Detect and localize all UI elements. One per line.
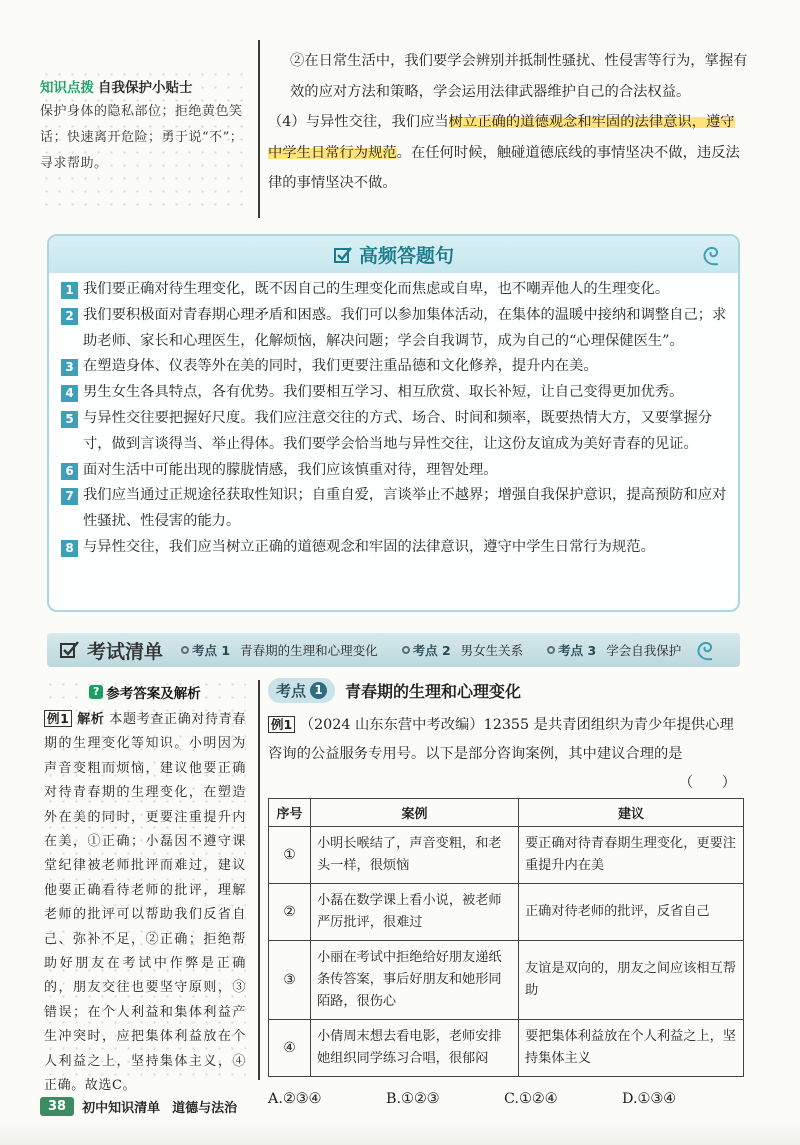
exam-point-number: 1 [310, 682, 327, 699]
item-number-badge: 1 [61, 282, 78, 299]
book-title: 初中知识清单 [82, 1100, 161, 1116]
paragraph-4-prefix: （4）与异性交往，我们应当 [268, 114, 449, 130]
answer-options [268, 1091, 744, 1107]
question-column [268, 678, 744, 1107]
answer-title: 参考答案及解析 [106, 686, 201, 702]
swirl-icon [692, 633, 718, 663]
item-number-badge: 7 [61, 488, 78, 505]
question-stem [268, 711, 744, 791]
item-number-badge: 3 [61, 359, 78, 376]
advice-cell: 友谊是双向的，朋友之间应该相互帮助 [519, 941, 744, 1020]
divider-line [258, 680, 260, 1080]
table-row [269, 827, 744, 884]
high-frequency-item [61, 458, 728, 484]
item-text: 我们要正确对待生理变化，既不因自己的生理变化而焦虑或自卑，也不嘲弄他人的生理变化。 [83, 281, 670, 297]
case-cell: 小磊在数学课上看小说，被老师严厉批评，很难过 [311, 884, 519, 941]
knowledge-tip-box [40, 68, 250, 216]
high-frequency-item [61, 303, 728, 355]
high-frequency-item [61, 483, 728, 535]
exam-point-1 [181, 641, 378, 659]
item-text: 与异性交往，我们应当树立正确的道德观念和牢固的法律意识，遵守中学生日常行为规范。 [83, 538, 655, 555]
exam-checklist-banner [47, 633, 740, 667]
advice-cell: 正确对待老师的批评，反省自己 [519, 884, 744, 941]
paragraph-4 [268, 107, 748, 199]
answer-blank: （ ） [678, 775, 736, 791]
exam-point-label: 考点 3 [558, 643, 597, 658]
exam-point-name: 男女生关系 [460, 643, 524, 658]
table-row [269, 1020, 744, 1077]
paragraph-2: ②在日常生活中，我们要学会辨别并抵制性骚扰、性侵害等行为，掌握有效的应对方法和策略，学会运用法律武器维护自己的合法权益。 [290, 53, 748, 100]
high-frequency-list [49, 273, 738, 561]
item-text: 我们要积极面对青春期心理矛盾和困惑。我们可以参加集体活动，在集体的温暖中接纳和调整自己；求助老师、家长和心理医生，化解烦恼，解决问题；学会自我调节，成为自己的“心理保健医生”。 [83, 306, 727, 349]
item-number-badge: 4 [61, 385, 78, 402]
row-number: ② [269, 884, 311, 941]
checkbox-icon [333, 245, 353, 265]
option-b[interactable]: B.①②③ [386, 1091, 440, 1107]
question-icon: ? [89, 685, 103, 699]
item-text: 面对生活中可能出现的朦胧情感，我们应该慎重对待，理智处理。 [83, 461, 498, 478]
high-frequency-item [61, 380, 728, 406]
circle-bullet-icon [402, 646, 410, 654]
footer-bar [0, 1118, 800, 1145]
row-number: ① [269, 827, 311, 884]
item-text: 男生女生各具特点，各有优势。我们要相互学习、相互欣赏、取长补短，让自己变得更加优秀。 [83, 384, 684, 401]
high-frequency-title-text: 高频答题句 [358, 245, 454, 267]
exam-point-tag [268, 678, 335, 703]
page-number: 38 [40, 1097, 74, 1116]
high-frequency-item [61, 354, 728, 380]
divider-line [258, 40, 260, 218]
exam-point-title: 青春期的生理和心理变化 [345, 682, 522, 701]
row-number: ③ [269, 941, 311, 1020]
analysis-label: 解析 [77, 712, 105, 727]
table-header-cell: 序号 [269, 799, 311, 827]
exam-point-3 [547, 641, 681, 659]
question-text: （2024 山东东营中考改编）12355 是共青团组织为青少年提供心理咨询的公益服务专用号。以下是部分咨询案例，其中建议合理的是 [268, 717, 734, 762]
swirl-icon [698, 242, 724, 268]
high-frequency-title [333, 241, 454, 268]
case-cell: 小明长喉结了，声音变粗，和老头一样，很烦恼 [311, 827, 519, 884]
circle-bullet-icon [181, 646, 189, 654]
row-number: ④ [269, 1020, 311, 1077]
high-frequency-item [61, 535, 728, 561]
exam-point-name: 学会自我保护 [606, 643, 682, 658]
item-number-badge: 8 [61, 540, 78, 557]
exam-point-label: 考点 2 [412, 643, 451, 658]
tip-header [40, 76, 250, 96]
tip-body: 保护身体的隐私部位；拒绝黄色笑话；快速离开危险；勇于说“不”；寻求帮助。 [40, 104, 244, 171]
table-row [269, 884, 744, 941]
case-cell: 小丽在考试中拒绝给好朋友递纸条传答案，事后好朋友和她形同陌路，很伤心 [311, 941, 519, 1020]
exam-title [59, 637, 163, 664]
option-d[interactable]: D.①③④ [622, 1091, 676, 1107]
example-tag: 例1 [268, 716, 295, 733]
exam-point-heading [268, 678, 744, 703]
subject-title: 道德与法治 [172, 1100, 238, 1116]
table-header-row [269, 799, 744, 827]
item-text: 我们应当通过正规途径获取性知识；自重自爱，言谈举止不越界；增强自我保护意识，提高预防和应对性骚扰、性侵害的能力。 [83, 487, 727, 530]
highlighted-text: 树立正确的道德观念和牢固的法律意识，遵守中学生日常行为规范 [268, 114, 735, 161]
top-paragraphs [268, 46, 748, 199]
table-body [269, 827, 744, 1077]
high-frequency-item [61, 406, 728, 458]
option-a[interactable]: A.②③④ [268, 1091, 322, 1107]
exam-title-text: 考试清单 [87, 640, 164, 663]
table-header-cell: 案例 [311, 799, 519, 827]
table-header-cell: 建议 [519, 799, 744, 827]
item-text: 在塑造身体、仪表等外在美的同时，我们更要注重品德和文化修养，提升内在美。 [83, 358, 598, 375]
high-frequency-item [61, 277, 728, 303]
item-number-badge: 2 [61, 308, 78, 325]
advice-cell: 要正确对待青春期生理变化，更要注重提升内在美 [519, 827, 744, 884]
checkbox-icon [59, 640, 81, 660]
tip-subtitle: 自我保护小贴士 [98, 80, 193, 96]
exam-point-2 [402, 641, 524, 659]
exam-point-tag-label: 考点 [276, 682, 307, 700]
table-row [269, 941, 744, 1020]
paragraph-4-suffix: 。在任何时候，触碰道德底线的事情坚决不做，违反法律的事情坚决不做。 [268, 144, 740, 191]
item-text: 与异性交往要把握好尺度。我们应注意交往的方式、场合、时间和频率，既要热情大方，又要掌握分寸，做到言谈得当、举止得体。我们要学会恰当地与异性交往，让这份友谊成为美好青春的见证。 [83, 409, 713, 452]
exam-point-label: 考点 1 [192, 643, 231, 658]
item-number-badge: 5 [61, 411, 78, 428]
advice-cell: 要把集体利益放在个人利益之上，坚持集体主义 [519, 1020, 744, 1077]
option-c[interactable]: C.①②④ [504, 1091, 558, 1107]
high-frequency-header [49, 236, 738, 273]
exam-point-name: 青春期的生理和心理变化 [240, 643, 378, 658]
answer-header [44, 682, 246, 702]
answer-body [44, 708, 246, 1099]
answer-explanation-column [44, 678, 247, 1094]
item-number-badge: 6 [61, 463, 78, 480]
circle-bullet-icon [547, 646, 555, 654]
high-frequency-box [47, 234, 740, 612]
example-tag: 例1 [44, 710, 72, 727]
analysis-text: 本题考查正确对待青春期的生理变化等知识。小明因为声音变粗而烦恼，建议他要正确对待青春期的生理变化，在塑造外在美的同时，更要注重提升内在美，①正确；小磊因不遵守课堂纪律被老师批评而难过，建议他要正确看待老师的批评，理解老师的批评可以帮助我们反省自己、弥补不足，②正确；拒绝帮助好朋友在考试中作弊是正确的，朋友交往也要坚守原则，③错误；在个人利益和集体利益产生冲突时，应把集体利益放在个人利益之上，坚持集体主义，④正确。故选C。 [44, 712, 247, 1094]
case-cell: 小倩周末想去看电影，老师安排她组织同学练习合唱，很郁闷 [311, 1020, 519, 1077]
tip-tag: 知识点拨 [40, 80, 94, 96]
page-footer [40, 1094, 249, 1118]
case-table [268, 798, 744, 1077]
